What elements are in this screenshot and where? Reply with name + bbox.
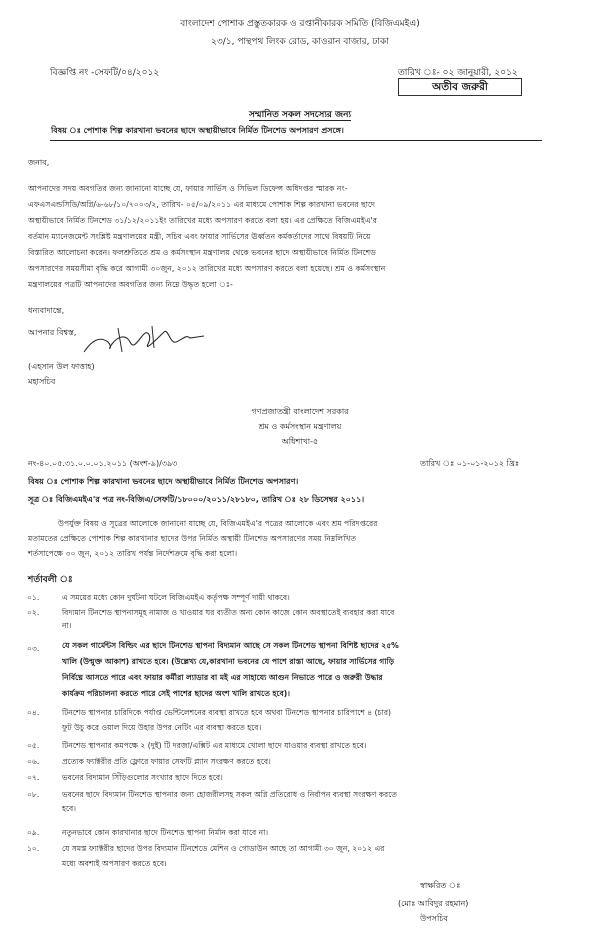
branch-name: অধিশাখা-৫ (281, 437, 319, 446)
addressee-line (0, 107, 600, 122)
salutation: জনাব, (28, 158, 50, 167)
signed-label: স্বাক্ষরিত ঃ (420, 881, 461, 890)
condition-text: ভবনের বিদ্যমান সিঁড়িগুলোর সংখ্যার ছাদে দিতে হবে। (62, 773, 223, 782)
condition-number: ০৫. (27, 741, 40, 750)
condition-number: ০১. (27, 593, 40, 602)
notice-date: তারিখ ঃ- ০২ জানুয়ারী, ২০১২ (398, 68, 518, 78)
signer-title: মহাসচিব (28, 377, 56, 386)
handwritten-signature (78, 322, 218, 360)
letter-line: অপসারণের সময়সীমা বৃদ্ধি করে আগামী ৩০জুন, ২০১২ তারিখের মধ্যে অপসারণ করতে বলা হয়েছে। শ্রম ও কর্মসংস্থান (28, 264, 386, 273)
condition-number: ১০. (27, 844, 40, 853)
addressee-text: সম্মানিত সকল সদস্যের জন্য (248, 110, 352, 120)
letter-line: আপনাদের সদয় অবগতির জন্য জানানো যাচ্ছে যে, ফায়ার সার্ভিস ও সিভিল ডিফেন্স অধিদপ্তর স্মারক নং- (28, 184, 348, 193)
condition-text: প্রত্যেক ফ্যাক্টরীর প্রতি ফ্লোরে ফায়ার সেফটি প্ল্যান সংরক্ষণ করতে হবে। (62, 757, 271, 766)
notice-number: বিজ্ঞপ্তি নং -সেফটি/০৪/২০১২ (50, 68, 160, 78)
condition-text: মধ্যে অবশ্যই অপসারণ করতে হবে। (62, 859, 167, 868)
condition-number: ০৩. (27, 644, 40, 653)
condition-text: হবে। (62, 804, 76, 813)
condition-number: ০৬. (27, 757, 40, 766)
memo-reference: সূত্র ঃ বিজিএমইএ'র পত্র নং-বিজিএ/সেফটি/১৮০০০/২০১১/২৮১৮০, তারিখ ঃ ২৮ ডিসেম্বর ২০১১। (28, 495, 365, 504)
letter-line: অস্থায়ীভাবে নির্মিত টিনশেড ৩১/১২/২০১১ইং তারিখের মধ্যে অপসারণ করতে বলা হয়। এর প্রেক্ষিতে বিজিএমইএ'র (28, 216, 378, 225)
condition-text: না। (62, 621, 72, 630)
condition-text: এ সময়ের মধ্যে কোন দুর্ঘটনা ঘটলে বিজিএমইএ কর্তৃপক্ষ সম্পূর্ণ দায়ী থাকবে। (62, 593, 290, 602)
letter-line: বিস্তারিত আলোচনা করেন। ফলশ্রুতিতে শ্রম ও কর্মসংস্থান মন্ত্রণালয় থেকে ভবনের ছাদে অস্থায়ীভাবে নির্মিত টিনশেড (28, 248, 376, 257)
memo-date: তারিখ ঃ ০১-০১-২০১২ খ্রিঃ (420, 459, 520, 468)
ministry-name: শ্রম ও কর্মসংস্থান মন্ত্রণালয় (258, 422, 342, 431)
letter-line: বর্তমান ম্যানেজমেন্ট সংশ্লিষ্ট মন্ত্রণালয়ের মন্ত্রী, সচিব এবং ফায়ার সার্ভিসের ঊর্ধ্বতন কর্মকর্তাদের সাথে বিষয়টি নিয়ে (28, 232, 371, 241)
condition-text: ভবনের ছাদে বিদ্যমান টিনশেড স্থাপনার জন্য হোজরীলসহ সকল অগ্নি প্রতিরোধ ও নির্বাপন ব্যবস্থা সংরক্ষণ করতে (62, 790, 397, 799)
condition-number: ০৪. (27, 708, 40, 717)
organization-name: বাংলাদেশ পোশাক প্রস্তুতকারক ও রপ্তানীকারক সমিতি (বিজিএমইএ) (180, 19, 420, 29)
condition-number: ০২. (27, 608, 40, 617)
condition-text: ফুট উচু করে ওয়াল দিয়ে উহার উপর নেটিং এর ব্যবস্থা করতে হবে। (62, 723, 262, 732)
condition-text: যে সকল গার্মেন্টস বিল্ডিং এর ছাদে টিনশেড স্থাপনা বিদ্যমান আছে সে সকল টিনশেড স্থাপনা বিশিষ্ট ছাদের ২৫% (62, 641, 399, 650)
urgent-badge: অতীব জরুরী (398, 78, 522, 96)
closing-yours: আপনার বিশ্বস্ত, (28, 328, 77, 337)
officer-name: (মোঃ আবিদুর রহমান) (398, 899, 469, 908)
condition-text: যে সমস্ত ফ্যাক্টরীর ছাদের উপর বিদ্যমান টিনশেডে মেশিন ও গোডাউন আছে তা আগামী ৩০ জুন, ২০১২ এর (62, 844, 385, 853)
conditions-title: শর্তাবলী ঃ (28, 575, 73, 585)
condition-text: টিনশেড স্থাপনার চারিদিকে পর্যাপ্ত ভেন্টিলেশনের ব্যবস্থা রাখতে হবে অথবা টিনশেড স্থাপনার চারিপাশে ৪ (চার) (62, 708, 391, 717)
letter-line: মন্ত্রণালয়ের পত্রটি আপনাদের অবগতির জন্য নিম্নে উদ্ধৃত হলো ঃ- (28, 280, 233, 289)
govt-name: গণপ্রজাতন্ত্রী বাংলাদেশ সরকার (251, 407, 349, 416)
subject-line: বিষয় ঃ পোশাক শিল্প কারখানা ভবনের ছাদে অস্থায়ীভাবে নির্মিত টিনশেড অপসারণ প্রসঙ্গে। (51, 126, 344, 135)
officer-title: উপসচিব (420, 914, 449, 923)
closing-thanks: ধন্যবাদান্তে, (28, 306, 65, 315)
memo-line: মতামতের প্রেক্ষিতে পোশাক শিল্প কারখানার ছাদের উপর নির্মিত অস্থায়ী টিনশেড অপসারণের সময় নিম্নলিখিত (28, 534, 357, 543)
signer-name: (এহসান উল ফাত্তাহ) (28, 362, 95, 371)
memo-line: উপর্যুক্ত বিষয় ও সূত্রের আলোকে জানানো যাচ্ছে যে, বিজিএমইএ'র পত্রের আলোকে এবং শ্রম পরিদপ্তরের (58, 519, 378, 528)
organization-address: ২৩/১, পান্থপথ লিংক রোড, কাওরান বাজার, ঢাকা (211, 37, 389, 47)
condition-text: নির্বিঘ্নে আসতে পারে এবং ফায়ার কর্মীরা ল্যাডার বা মই এর সাহায্যে আগুন নিভাতে পারে ও জরুরী উদ্ধার (62, 673, 383, 682)
condition-number: ০৭. (27, 773, 40, 782)
condition-number: ০৯. (27, 828, 40, 837)
condition-number: ০৮. (27, 790, 40, 799)
condition-text: কার্যক্রম পরিচালনা করতে পারে সেই পাশের ছাদের অংশ খালি রাখতে হবে)। (62, 689, 290, 698)
condition-text: টিনশেড স্থাপনার কমপক্ষে ২ (দুই) টি দরজা/এক্সিট এর মাধ্যমে খোলা ছাদে যাওয়ার ব্যবস্থা রাখতে হবে। (62, 741, 367, 750)
condition-text: খালি (উন্মুক্ত আকাশ) রাখতে হবে। (উল্লেখ্য যে,কারখানা ভবনের যে পাশে রাস্তা আছে, ফায়ার সার্ভিসের গাড়ি (62, 657, 395, 666)
memo-line: শর্তসাপেক্ষে ৩০ জুন, ২০১২ তারিখ পর্যন্ত নির্দেশক্রমে বৃদ্ধি করা হলো। (28, 549, 238, 558)
condition-text: বিদ্যমান টিনশেড স্থাপনাসমূহ নামাজ ও খাওয়ার ঘর ব্যতীত অন্য কোন কাজে কোন অবস্থাতেই ব্যবহার করা যাবে (62, 608, 395, 617)
subject-divider (50, 140, 542, 141)
memo-subject: বিষয় ঃ পোশাক শিল্প কারখানা ভবনের ছাদে অস্থায়ীভাবে নির্মিত টিনশেড অপসারণ। (28, 477, 299, 486)
memo-number: নং-৪০.০৫.৩১.০.০.০১.২০১১ (অংশ-৯)/৩৯৩ (28, 459, 178, 468)
letter-line: এফএসএন্ডসিডি/অগ্নি/৬-৬৮/১০/৭০০৩/২, তারিখ- ০৫/০৯/২০১১ এর মাধ্যমে পোশাক শিল্প কারখানা ভবনের ছাদে (28, 200, 376, 209)
condition-text: নতুনভাবে কোন কারখানার ছাদে টিনশেড স্থাপনা নির্মান করা যাবে না। (62, 828, 269, 837)
